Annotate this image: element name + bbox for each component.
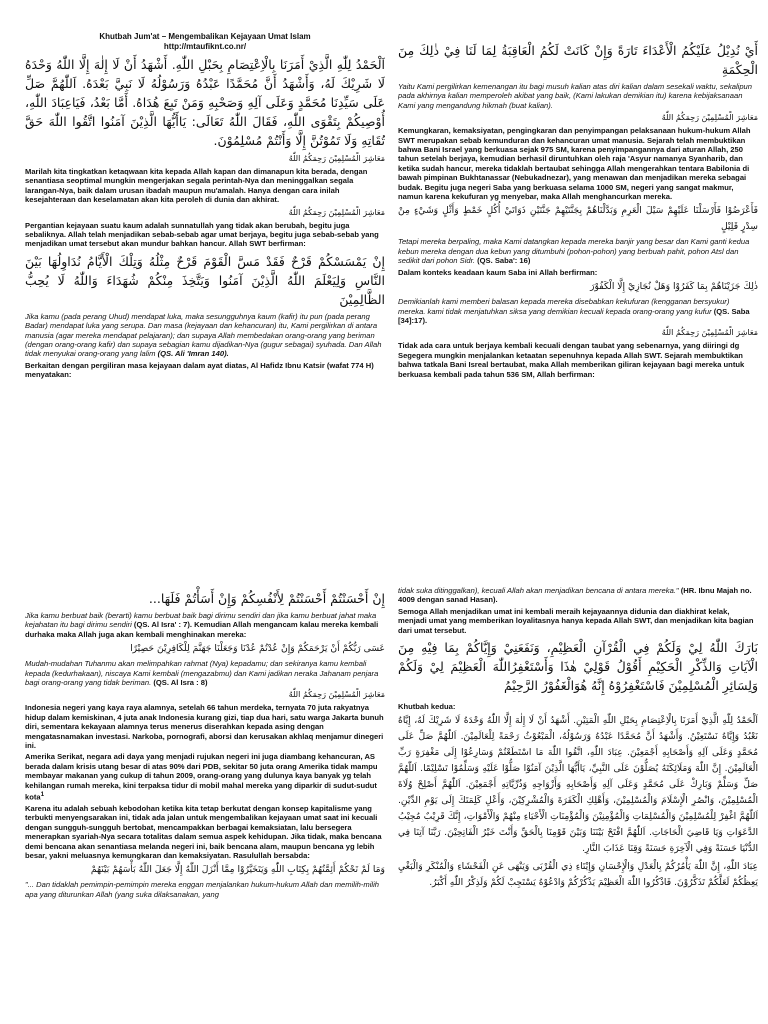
ayah-arabic: إِنْ أَحْسَنْتُمْ أَحْسَنْتُمْ لِأَنْفُسِكُمْ وَإِنْ أَسَأْتُمْ فَلَهَا... [148,591,385,606]
left-top-column [25,32,385,518]
footnote-marker: 1 [40,791,45,799]
translation-text: Mudah-mudahan Tuhanmu akan melimpahkan rahmat (Nya) kepadamu; dan sekiranya kamu kembali kepada (kedurhakaan), niscaya Kami kembali (mengazabmu) dan Kami jadikan neraka Jahanam penjara bagi orang-orang yang tidak beriman. [25,659,379,688]
greeting-arabic: مَعَاشِرَ الْمُسْلِمِيْنَ رَحِمَكُمُ اللّٰهُ [288,690,385,700]
hadith-arabic: وَمَا لَمْ تَحْكُمْ أَئِمَّتُهُمْ بِكِتَابِ اللّٰهِ وَيَتَخَيَّرُوْا مِمَّا أَنْزَلَ اللّٰهُ إِلَّا جَعَلَ اللّٰهُ بَأْسَهُمْ بَيْنَهُمْ [90,864,385,876]
paragraph [25,752,385,802]
greeting-arabic: مَعَاشِرَ الْمُسْلِمِيْنَ رَحِمَكُمُ اللّٰهُ [661,328,758,338]
final-arabic: عِبَادَ اللّٰهِ، إِنَّ اللّٰهَ يَأْمُرُكُمْ بِالْعَدْلِ وَالْإِحْسَانِ وَإِيْتَاءِ ذِي الْقُرْبَى وَيَنْهَى عَنِ الْفَحْشَاءِ وَالْمُنْكَرِ وَالْبَغْيِ يَعِظُكُمْ لَعَلَّكُمْ تَذَكَّرُوْنَ. فَاذْكُرُوا اللّٰهَ الْعَظِيْمَ يَذْكُرْكُمْ وَادْعُوْهُ يَسْتَجِبْ لَكُمْ وَلَذِكْرُ اللّٰهِ أَكْبَرُ. [398,861,758,889]
section-title: Khutbah kedua: [398,702,456,712]
opening-arabic: اَلْحَمْدُ لِلّٰهِ الَّذِيْ أَمَرَنَا بِالْاِعْتِصَامِ بِحَبْلِ اللّٰهِ. أَشْهَدُ أَنْ لَا إِلٰهَ إِلَّا اللّٰهُ وَحْدَهُ لَا شَرِيْكَ لَهُ، وَأَشْهَدُ أَنَّ مُحَمَّدًا عَبْدُهُ وَرَسُوْلُهُ لَا نَبِيَّ بَعْدَهُ. اَللّٰهُمَّ صَلِّ عَلَى سَيِّدِنَا مُحَمَّدٍ وَعَلَى آلِهِ وَصَحْبِهِ وَمَنْ تَبِعَ هُدَاهُ. أَمَّا بَعْدُ، فَيَاعِبَادَ اللّٰهِ، أُوْصِيكُمْ بِتَقْوَى اللّٰهِ، فَقَالَ اللّٰهُ تَعَالَى: يَاأَيُّهَا الَّذِيْنَ آمَنُوا اتَّقُوا اللّٰهَ حَقَّ تُقَاتِهِ وَلَا تَمُوْتُنَّ إِلَّا وَأَنْتُمْ مُسْلِمُوْنَ. [25,57,385,148]
paragraph: Indonesia negeri yang kaya raya alamnya, setelah 66 tahun merdeka, ternyata 70 juta rakyatnya hidup dalam kemiskinan, 4 juta anak Indonesia kurang gizi, tiap dua hari, satu warga Jakarta bunuh diri, sementara kekayaan alamnya terus menerus diserahkan kepada asing dengan mengatasnamakan investasi. Narkoba, pornografi, aborsi dan kerusakan akhlaq menjamur dinegeri ini. [25,703,384,751]
paragraph: Karena itu adalah sebuah kebodohan ketika kita tetap berkutat dengan konsep kapitalisme yang terbukti menyengsarakan ini, tidak ada jalan untuk mengembalikan kejayaan umat saat ini kecuali dengan sungguh-sungguh bertobat, mencampakkan berbagai kemaksiatan, lalu bersegera menerapkan syariah-Nya secara totalitas dalam semua aspek kehidupan. Jika tidak, maka bencana demi bencana akan senantiasa melanda negeri ini, baik bencana alam, maupun bencana yg lebih besar, yakni meluasnya kemungkaran dan kemaksiyatan. Rasulullah bersabda: [25,804,382,861]
ayah-translation [25,659,385,687]
translation-text: tidak suka ditinggalkan), kecuali Allah akan menjadikan bencana di antara mereka." [398,586,679,595]
paragraph: Semoga Allah menjadikan umat ini kembali meraih kejayaannya didunia dan diakhirat kelak, menjadi umat yang memberikan loyalitasnya hanya kepada Allah SWT, dan menjadikan kita bagian dari umat tersebut. [398,606,754,635]
translation-text: Jika kamu (pada perang Uhud) mendapat luka, maka sesungguhnya kaum (kafir) itu pun (pada perang Badar) mendapat luka yang serupa. Dan masa (kejayaan dan kehancuran) itu, Kami pergilirkan di antara manusia (agar mereka mendapat pelajaran); dan supaya Allah membedakan orang-orang yang beriman (dengan orang-orang kafir) dan supaya sebagian kamu dijadikan-Nya (gugur sebagai) syuhada. Dan Allah tidak menyukai orang-orang yang lalim [25,311,382,359]
hadith-translation: "... Dan tidaklah pemimpin-pemimpin mereka enggan menjalankan hukum-hukum Allah dan memilih-milih apa yang diturunkan Allah (yang suka dilaksanakan, yang [25,880,379,899]
ayah-translation [398,297,758,325]
ayah-arabic: إِنْ يَمْسَسْكُمْ قَرْحٌ فَقَدْ مَسَّ الْقَوْمَ قَرْحٌ مِثْلُهُ وَتِلْكَ الْأَيَّامُ نُدَاوِلُهَا بَيْنَ النَّاسِ وَلِيَعْلَمَ اللّٰهُ الَّذِيْنَ آمَنُوا وَيَتَّخِذَ مِنْكُمْ شُهَدَاءَ وَاللّٰهُ لَا يُحِبُّ الظَّالِمِيْنَ [25,253,385,307]
translation-text: Jika kamu berbuat baik (berarti) kamu berbuat baik bagi dirimu sendiri dan jika kamu berbuat jahat maka kejahatan itu bagi dirimu sendiri [25,611,377,630]
translation-reference: (HR. Ibnu Majah no. 4009 dengan sanad Hasan). [398,586,752,605]
ayah-translation [25,312,385,359]
ayah-arabic: فَأَعْرَضُوْا فَأَرْسَلْنَا عَلَيْهِمْ سَيْلَ الْعَرِمِ وَبَدَّلْنَاهُمْ بِجَنَّتَيْهِمْ جَنَّتَيْنِ ذَوَاتَيْ أُكُلٍ خَمْطٍ وَأَثْلٍ وَشَيْءٍ مِنْ سِدْرٍ قَلِيْلٍ [398,205,758,233]
document-url: http://mtaufiknt.co.nr/ [163,42,247,51]
ayah-translation [398,237,758,265]
quote-translation: Yaitu Kami pergilirkan kemenangan itu bagi musuh kalian atas diri kalian dalam sesekali waktu, sekalipun pada akhirnya kalian memperoleh akibat yang baik, (Kami lakukan demikian itu) karena kebijaksanaan Kami yang mengandung hikmah (buat kalian). [398,82,753,110]
document-header [25,32,385,52]
paragraph: Pergantian kejayaan suatu kaum adalah sunnatullah yang tidak akan berubah, begitu juga sebaliknya. Allah telah menjadikan sebab-sebab agar umat berjaya, begitu juga sebab-sebab yang menjadikan umat tersebut akan mundur bahkan hancur. Allah SWT berfirman: [25,220,379,249]
translation-reference: (QS. Al Isra' : 7). [133,620,192,630]
translation-reference: (QS. Saba [34]:17). [398,306,750,325]
translation-text: Tetapi mereka berpaling, maka Kami datangkan kepada mereka banjir yang besar dan Kami ganti kedua kebun mereka dengan dua kebun yang ditumbuhi (pohon-pohon) yang berbuah pahit, pohon Atsl dan sedikit dari pohon Sidr. [398,237,750,266]
paragraph-text: Amerika Serikat, negara adi daya yang menjadi rujukan negeri ini juga diambang kehancuran, AS berada dalam krisis utang besar di atas 90% dari PDB, sekitar 50 juta orang Amerika tidak mampu membayar makanan yang cukup di tahun 2009, orang-orang yang dulunya kaya banyak yg telah kehilangan rumah mereka, kini terpaksa tidur di mobil mahal mereka yang diparkir di sudut-sudut kota [25,752,378,802]
translation-text: Demikianlah kami memberi balasan kepada mereka disebabkan kekufuran (kengganan bersyukur) mereka. kami tidak menjatuhkan siksa yang demikian kecuali kepada orang-orang yang kufur [398,297,730,316]
quote-arabic: أَيْ نُدِيْلُ عَلَيْكُمُ الْأَعْدَاءَ تَارَةً وَإِنْ كَانَتْ لَكُمُ الْعَاقِبَةُ لِمَا لَنَا فِيْ ذٰلِكَ مِنَ الْحِكْمَةِ [398,43,758,77]
paragraph: Dalam konteks keadaan kaum Saba ini Allah berfirman: [398,267,598,277]
translation-reference: (QS. Al Isra : 8) [153,678,208,688]
paragraph: Marilah kita tingkatkan ketaqwaan kita kepada Allah kapan dan dimanapun kita berada, dengan senantiasa seoptimal mungkin mengerjakan segala perintah-Nya dan meninggalkan segala larangan-Nya, baik dalam urusan ibadah maupun mu'amalah. Hanya dengan cara inilah kesejahteraan dan keselamatan akan kita peroleh di dunia dan akhirat. [25,167,368,205]
ayah-arabic: ذٰلِكَ جَزَيْنَاهُمْ بِمَا كَفَرُوْا وَهَلْ نُجَازِيْ إِلَّا الْكَفُوْرَ [590,281,758,293]
translation-reference: (QS. Ali 'Imran 140). [157,349,229,359]
paragraph: Kemungkaran, kemaksiyatan, pengingkaran dan penyimpangan pelaksanaan hukum-hukum Allah SWT merupakan sebab kemunduran dan kehancuran umat manusia. Sejarah telah membuktikan bahwa Bani Israel yang berkuasa sejak 975 SM, karena penyimpangannya dari aturan Allah, 250 tahun setelah berjaya, kemudian berhasil diruntuhkan oleh raja 'Asyur namanya Syanharib, dan ketika sudah hancur, mereka tidaklah bertaubat sehingga Allah mengerahkan tentara Babilonia di bawah pimpinan Bukhtanassar (Nebukadnezar), yang menawan dan menjadikan mereka sebagai budak. Begitu juga negeri Saba yang berkuasa selama 1000 SM, negeri yang sangat makmur, namun karena kekufuran yg menyebar, maka Allah menghancurkan mereka. [398,126,751,202]
greeting-arabic: مَعَاشِرَ الْمُسْلِمِيْنَ رَحِمَكُمُ اللّٰهُ [288,207,385,217]
paragraph: Berkaitan dengan pergiliran masa kejayaan dalam ayat diatas, Al Hafidz Ibnu Katsir (wafat 774 H) menyatakan: [25,360,374,380]
closing-arabic: بَارَكَ اللّٰهُ لِيْ وَلَكُمْ فِي الْقُرْآنِ الْعَظِيْمِ، وَنَفَعَنِيْ وَإِيَّاكُمْ بِمَا فِيْهِ مِنَ الْآيَاتِ وَالذِّكْرِ الْحَكِيْمِ أَقُوْلُ قَوْلِيْ هٰذَا وَأَسْتَغْفِرُاللّٰهَ الْعَظِيْمَ لِيْ وَلَكُمْ وَلِسَائِرِ الْمُسْلِمِيْنَ فَاسْتَغْفِرُوْهُ إِنَّهُ هُوَالْغَفُوْرُ الرَّحِيْمُ [398,640,758,694]
translation-reference: (QS. Saba': 16) [477,256,531,266]
paragraph: Tidak ada cara untuk berjaya kembali kecuali dengan taubat yang sebenarnya, yang diiringi dg Segegera mungkin menjalankan ketaatan sepenuhnya kepada Allah SWT. Sejarah membuktikan bahwa tatkala Bani Isreal bertaubat, maka Allah memberikan giliran kejayaan bagi mereka untuk berkuasa kembali pada tahun 536 SM, Allah berfirman: [398,341,745,379]
greeting-arabic: مَعَاشِرَ الْمُسْلِمِيْنَ رَحِمَكُمُ اللّٰهُ [661,113,758,123]
ayah-arabic: عَسَى رَبُّكُمْ أَنْ يَرْحَمَكُمْ وَإِنْ عُدْتُمْ عُدْنَا وَجَعَلْنَا جَهَنَّمَ لِلْكَافِرِيْنَ حَصِيْرًا [130,643,385,655]
hadith-translation [398,586,758,605]
document-title: Khutbah Jum'at – Mengembalikan Kejayaan Umat Islam [99,32,311,41]
second-khutbah-arabic: اَلْحَمْدُ لِلّٰهِ الَّذِيْ أَمَرَنَا بِالْاِعْتِصَامِ بِحَبْلِ اللّٰهِ الْمَتِيْنِ. أَشْهَدُ أَنْ لَا إِلٰهَ إِلَّا اللّٰهُ وَحْدَهُ لَا شَرِيْكَ لَهُ، إِيَّاهُ نَعْبُدُ وَإِيَّاهُ نَسْتَعِيْنُ. وَأَشْهَدُ أَنَّ مُحَمَّدًا عَبْدُهُ وَرَسُوْلُهُ، الْمَبْعُوْثُ رَحْمَةً لِلْعَالَمِيْنَ. اَللّٰهُمَّ صَلِّ عَلَى مُحَمَّدٍ وَعَلَى آلِهِ وَأَصْحَابِهِ أَجْمَعِيْنَ. عِبَادَ اللّٰهِ، اتَّقُوا اللّٰهَ مَا اسْتَطَعْتُمْ وَسَارِعُوْا إِلَى مَغْفِرَةٍ رَبِّ الْعَالَمِيْنَ. إِنَّ اللّٰهَ وَمَلَائِكَتَهُ يُصَلُّوْنَ عَلَى النَّبِيِّ، يَاأَيُّهَا الَّذِيْنَ آمَنُوْا صَلُّوْا عَلَيْهِ وَسَلِّمُوْا تَسْلِيْمًا. اَللّٰهُمَّ صَلِّ وَسَلِّمْ وَبَارِكْ عَلَى مُحَمَّدٍ وَعَلَى آلِهِ وَأَصْحَابِهِ وَأَزْوَاجِهِ وَذُرِّيَّاتِهِ أَجْمَعِيْنَ. اَللّٰهُمَّ أَصْلِحْ وُلَاةَ الْمُسْلِمِيْنَ، وَانْصُرِ الْإِسْلَامَ وَالْمُسْلِمِيْنَ، وَأَهْلِكِ الْكَفَرَةَ وَالْمُشْرِكِيْنَ، وَأَعْلِ كَلِمَتَكَ إِلَى يَوْمِ الدِّيْنِ. اَللّٰهُمَّ اغْفِرْ لِلْمُسْلِمِيْنَ وَالْمُسْلِمَاتِ وَالْمُؤْمِنِيْنَ وَالْمُؤْمِنَاتِ الْأَحْيَاءِ مِنْهُمْ وَالْأَمْوَاتِ، إِنَّكَ قَرِيْبٌ مُجِيْبُ الدَّعَوَاتِ وَيَا قَاضِيَ الْحَاجَاتِ. اَللّٰهُمَّ افْتَحْ بَيْنَنَا وَبَيْنَ قَوْمِنَا بِالْحَقِّ وَأَنْتَ خَيْرُ الْفَاتِحِيْنَ. رَبَّنَا آتِنَا فِي الدُّنْيَا حَسَنَةً وَفِي الْآخِرَةِ حَسَنَةً وَقِنَا عَذَابَ النَّارِ. [398,715,758,855]
ayah-translation [25,611,385,639]
left-bottom-column [25,586,385,1022]
right-bottom-column [398,586,758,1022]
right-top-column [398,38,758,520]
greeting-arabic: مَعَاشِرَ الْمُسْلِمِيْنَ رَحِمَكُمُ اللّٰهُ [288,154,385,163]
paragraph: Kemudian Allah mengancam kalau mereka kembali durhaka maka Allah juga akan kembali menghinakan mereka: [25,620,379,639]
